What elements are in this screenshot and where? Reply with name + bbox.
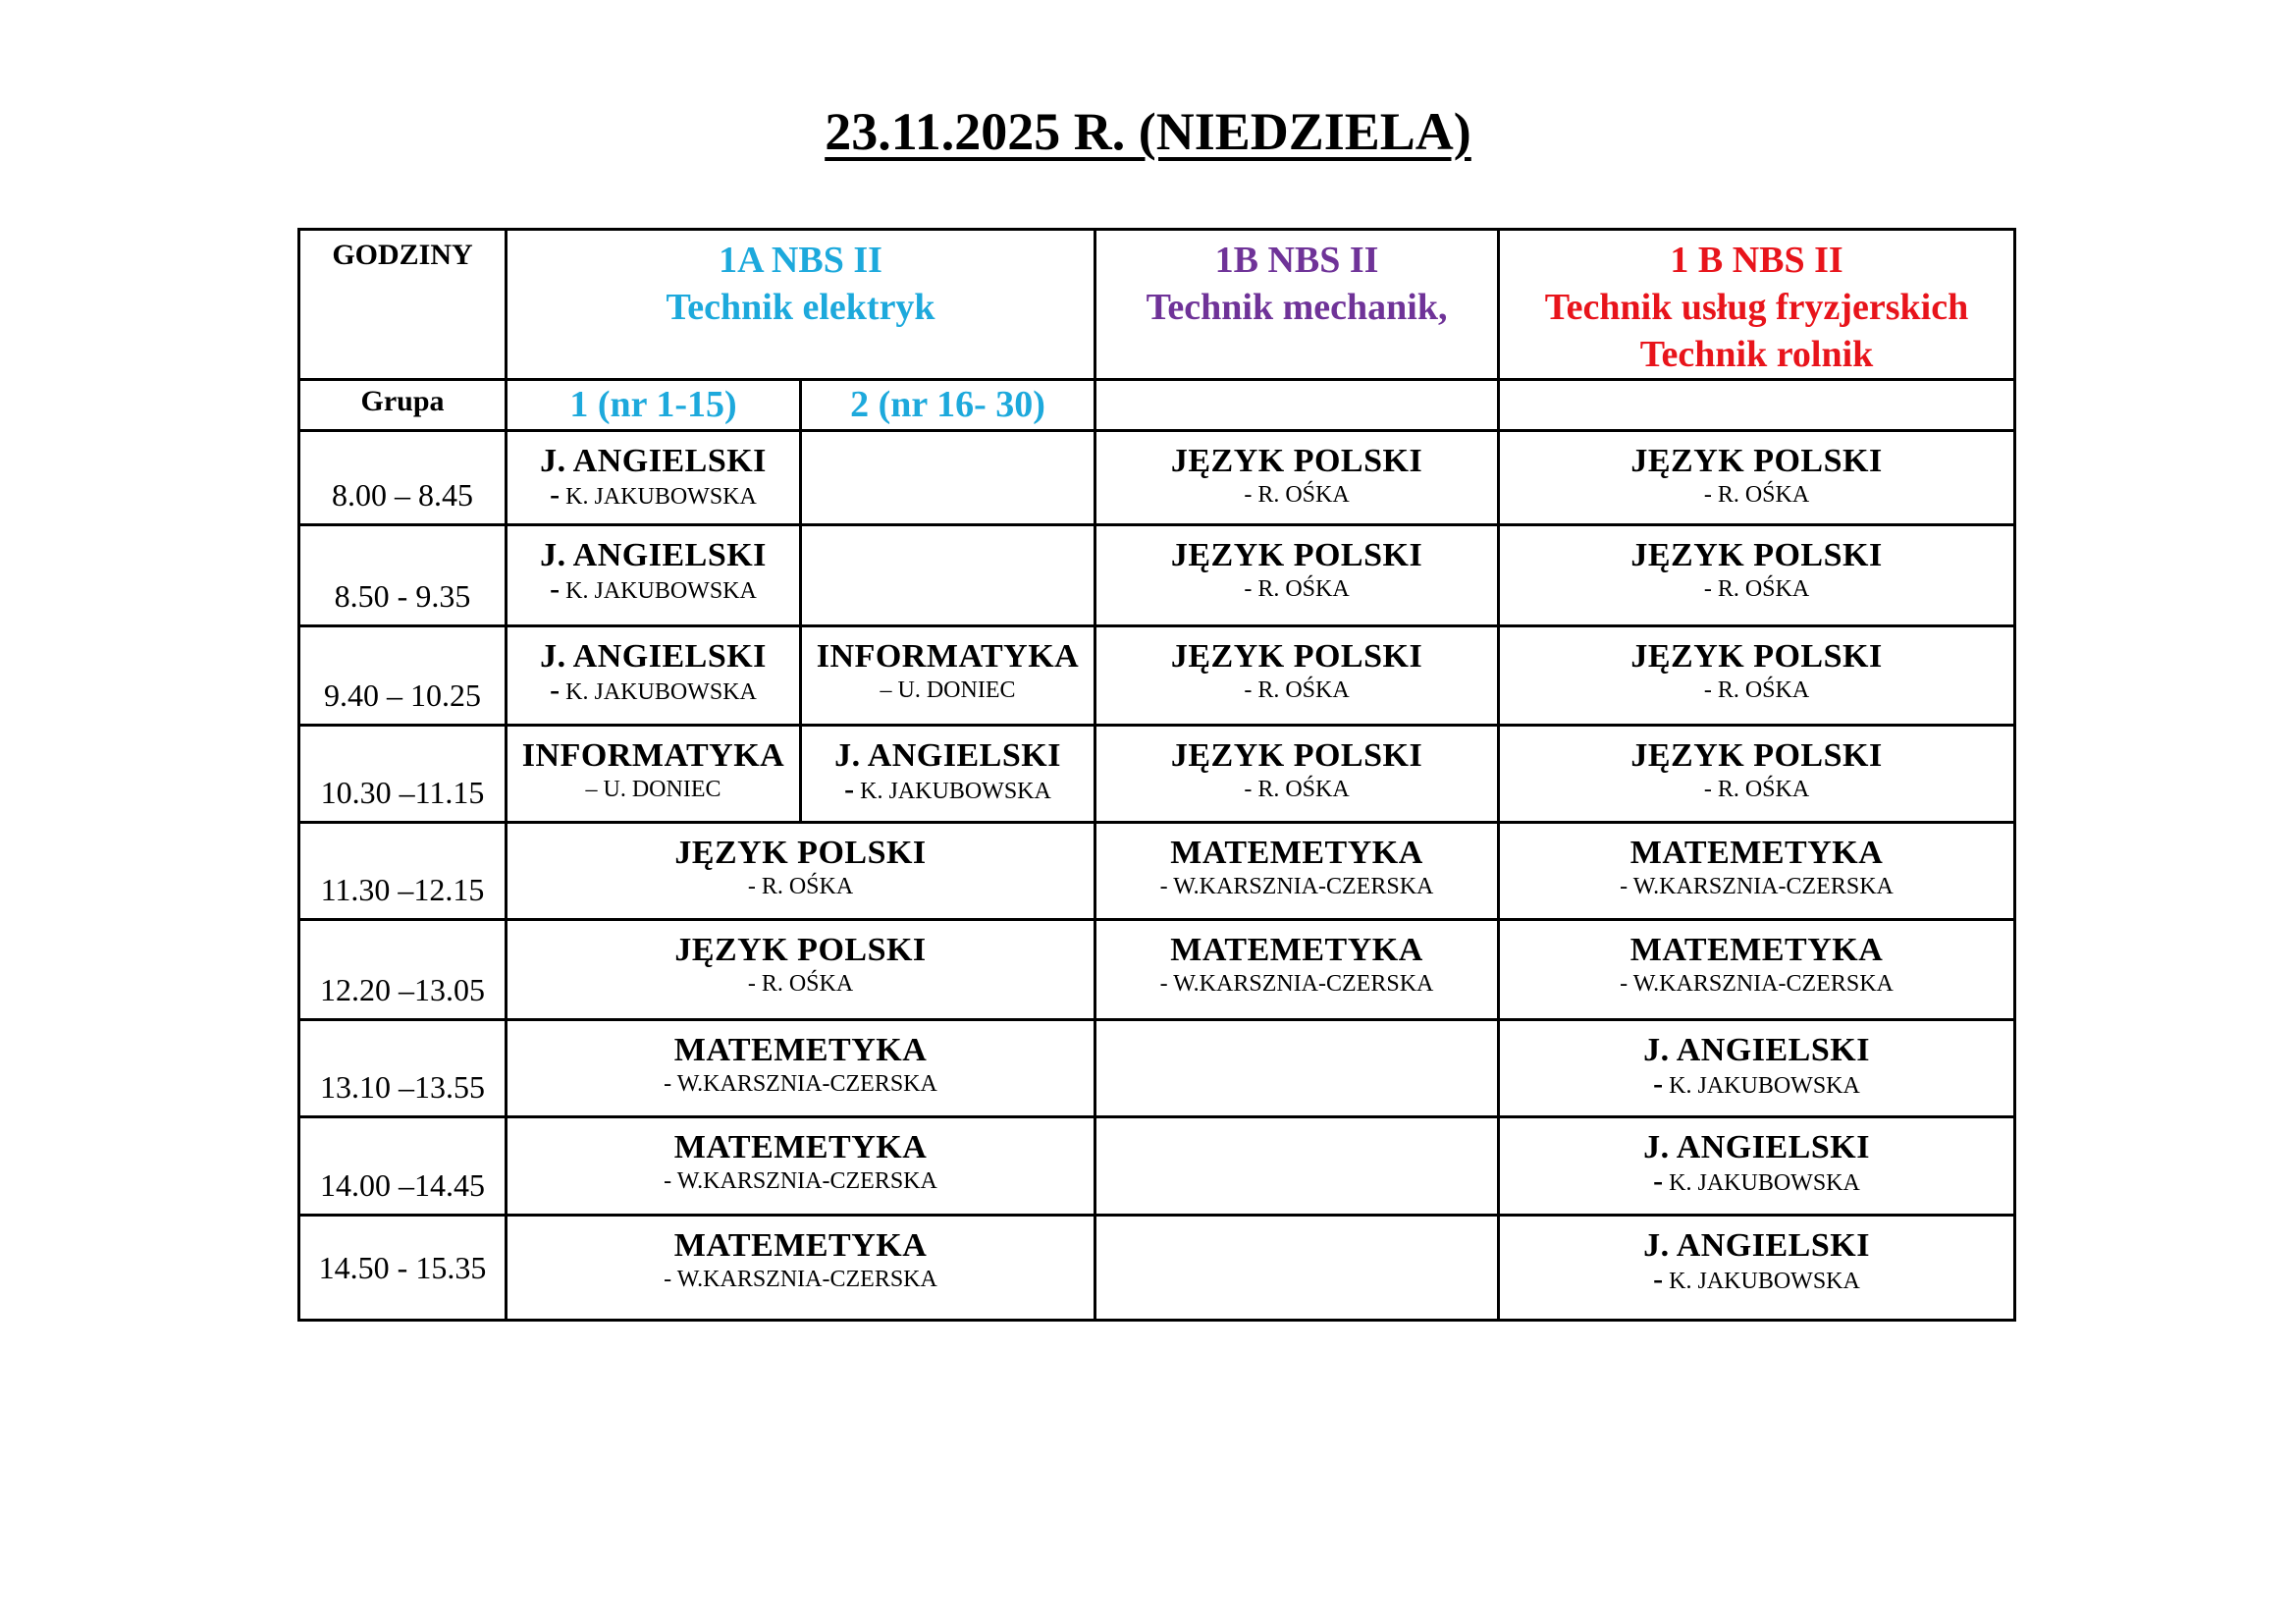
empty-cell: [801, 431, 1095, 525]
time-cell: 11.30 –12.15: [299, 823, 507, 920]
group-header: Grupa: [299, 380, 507, 431]
table-row: [299, 726, 2015, 823]
table-row: [299, 920, 2015, 1020]
class-1b-profession: Technik mechanik,: [1146, 287, 1448, 328]
teacher: - W.KARSZNIA-CZERSKA: [1620, 971, 1894, 997]
class-1b2-profession-1: Technik usług fryzjerskich: [1544, 287, 1969, 328]
lesson-cell: [1095, 823, 1499, 920]
teacher: - K. JAKUBOWSKA: [1653, 1164, 1860, 1197]
lesson-cell: [507, 920, 1095, 1020]
lesson-cell: [1095, 626, 1499, 726]
time-cell: 13.10 –13.55: [299, 1020, 507, 1117]
lesson-cell: [507, 1117, 1095, 1216]
teacher: - W.KARSZNIA-CZERSKA: [664, 1267, 937, 1292]
subject: J. ANGIELSKI: [1643, 1227, 1870, 1264]
teacher: - R. OŚKA: [1703, 677, 1810, 703]
subject: JĘZYK POLSKI: [674, 932, 927, 968]
empty-cell: [801, 525, 1095, 626]
subject: J. ANGIELSKI: [834, 737, 1061, 774]
lesson-cell: [1499, 1020, 2015, 1117]
time-cell: 8.00 – 8.45: [299, 431, 507, 525]
lesson-cell: [507, 726, 801, 823]
teacher: - W.KARSZNIA-CZERSKA: [664, 1071, 937, 1097]
class-1b2-profession-2: Technik rolnik: [1639, 334, 1874, 375]
table-row: [299, 1117, 2015, 1216]
lesson-cell: [1499, 1216, 2015, 1321]
teacher: - K. JAKUBOWSKA: [550, 478, 757, 511]
subject: MATEMETYKA: [1170, 932, 1423, 968]
teacher: - K. JAKUBOWSKA: [550, 674, 757, 706]
table-row: [299, 626, 2015, 726]
lesson-cell: [507, 525, 801, 626]
teacher: - R. OŚKA: [1244, 482, 1350, 508]
table-row: [299, 1216, 2015, 1321]
hours-header: GODZINY: [299, 230, 507, 380]
lesson-cell: [801, 726, 1095, 823]
subject: MATEMETYKA: [673, 1129, 928, 1165]
teacher: - R. OŚKA: [1703, 576, 1810, 602]
class-1b-header: [1095, 230, 1499, 380]
group-2-header: 2 (nr 16- 30): [801, 380, 1095, 431]
group-1-header: 1 (nr 1-15): [507, 380, 801, 431]
lesson-cell: [1095, 525, 1499, 626]
class-1a-profession: Technik elektryk: [666, 287, 935, 328]
class-1a-name: 1A NBS II: [719, 240, 882, 281]
subject: MATEMETYKA: [1629, 835, 1884, 871]
teacher: - W.KARSZNIA-CZERSKA: [1620, 874, 1894, 899]
lesson-cell: [1499, 920, 2015, 1020]
lesson-cell: [1499, 726, 2015, 823]
subject: JĘZYK POLSKI: [1170, 638, 1423, 675]
table-row: [299, 823, 2015, 920]
subject: J. ANGIELSKI: [540, 638, 767, 675]
empty-cell: [1095, 1020, 1499, 1117]
subject: MATEMETYKA: [673, 1227, 928, 1264]
subject: JĘZYK POLSKI: [1630, 537, 1883, 573]
teacher: - R. OŚKA: [747, 874, 854, 899]
subject: MATEMETYKA: [1629, 932, 1884, 968]
lesson-cell: [801, 626, 1095, 726]
table-row: [299, 525, 2015, 626]
table-row: [299, 1020, 2015, 1117]
lesson-cell: [1499, 431, 2015, 525]
empty-cell: [1499, 380, 2015, 431]
time-cell: 10.30 –11.15: [299, 726, 507, 823]
subject: JĘZYK POLSKI: [1170, 443, 1423, 479]
subject: J. ANGIELSKI: [540, 443, 767, 479]
schedule-table: [297, 228, 2016, 1322]
page-title: 23.11.2025 R. (NIEDZIELA): [825, 102, 1471, 161]
teacher: - R. OŚKA: [1703, 777, 1810, 802]
teacher: - R. OŚKA: [1244, 677, 1350, 703]
subject: JĘZYK POLSKI: [1630, 638, 1883, 675]
table-row: [299, 431, 2015, 525]
class-1a-header: [507, 230, 1095, 380]
subject: J. ANGIELSKI: [1643, 1129, 1870, 1165]
teacher: - K. JAKUBOWSKA: [550, 572, 757, 605]
lesson-cell: [1499, 626, 2015, 726]
lesson-cell: [507, 626, 801, 726]
lesson-cell: [1499, 1117, 2015, 1216]
lesson-cell: [507, 431, 801, 525]
empty-cell: [1095, 1216, 1499, 1321]
empty-cell: [1095, 380, 1499, 431]
subject: INFORMATYKA: [816, 638, 1080, 675]
subject: JĘZYK POLSKI: [1170, 537, 1423, 573]
group-header-row: [299, 380, 2015, 431]
class-1b-name: 1B NBS II: [1214, 240, 1379, 281]
teacher: – U. DONIEC: [585, 777, 721, 802]
subject: JĘZYK POLSKI: [1630, 443, 1883, 479]
teacher: - R. OŚKA: [1244, 576, 1350, 602]
time-cell: 8.50 - 9.35: [299, 525, 507, 626]
teacher: – U. DONIEC: [880, 677, 1016, 703]
class-1b2-name: 1 B NBS II: [1670, 240, 1843, 281]
subject: J. ANGIELSKI: [1643, 1032, 1870, 1068]
lesson-cell: [507, 1216, 1095, 1321]
subject: JĘZYK POLSKI: [674, 835, 927, 871]
subject: J. ANGIELSKI: [540, 537, 767, 573]
lesson-cell: [507, 823, 1095, 920]
time-cell: 12.20 –13.05: [299, 920, 507, 1020]
subject: MATEMETYKA: [1170, 835, 1423, 871]
teacher: - R. OŚKA: [747, 971, 854, 997]
teacher: - W.KARSZNIA-CZERSKA: [1159, 874, 1434, 899]
empty-cell: [1095, 1117, 1499, 1216]
teacher: - R. OŚKA: [1703, 482, 1810, 508]
time-cell: 9.40 – 10.25: [299, 626, 507, 726]
teacher: - K. JAKUBOWSKA: [1653, 1263, 1860, 1295]
teacher: - W.KARSZNIA-CZERSKA: [1159, 971, 1434, 997]
time-cell: 14.00 –14.45: [299, 1117, 507, 1216]
lesson-cell: [1095, 920, 1499, 1020]
subject: MATEMETYKA: [673, 1032, 928, 1068]
class-header-row: [299, 230, 2015, 380]
lesson-cell: [1499, 525, 2015, 626]
lesson-cell: [1095, 431, 1499, 525]
teacher: - K. JAKUBOWSKA: [1653, 1067, 1860, 1100]
teacher: - W.KARSZNIA-CZERSKA: [664, 1168, 937, 1194]
lesson-cell: [1095, 726, 1499, 823]
lesson-cell: [1499, 823, 2015, 920]
subject: JĘZYK POLSKI: [1170, 737, 1423, 774]
teacher: - K. JAKUBOWSKA: [844, 773, 1051, 805]
class-1b2-header: [1499, 230, 2015, 380]
time-cell: 14.50 - 15.35: [299, 1216, 507, 1321]
subject: JĘZYK POLSKI: [1630, 737, 1883, 774]
lesson-cell: [507, 1020, 1095, 1117]
teacher: - R. OŚKA: [1244, 777, 1350, 802]
subject: INFORMATYKA: [521, 737, 785, 774]
